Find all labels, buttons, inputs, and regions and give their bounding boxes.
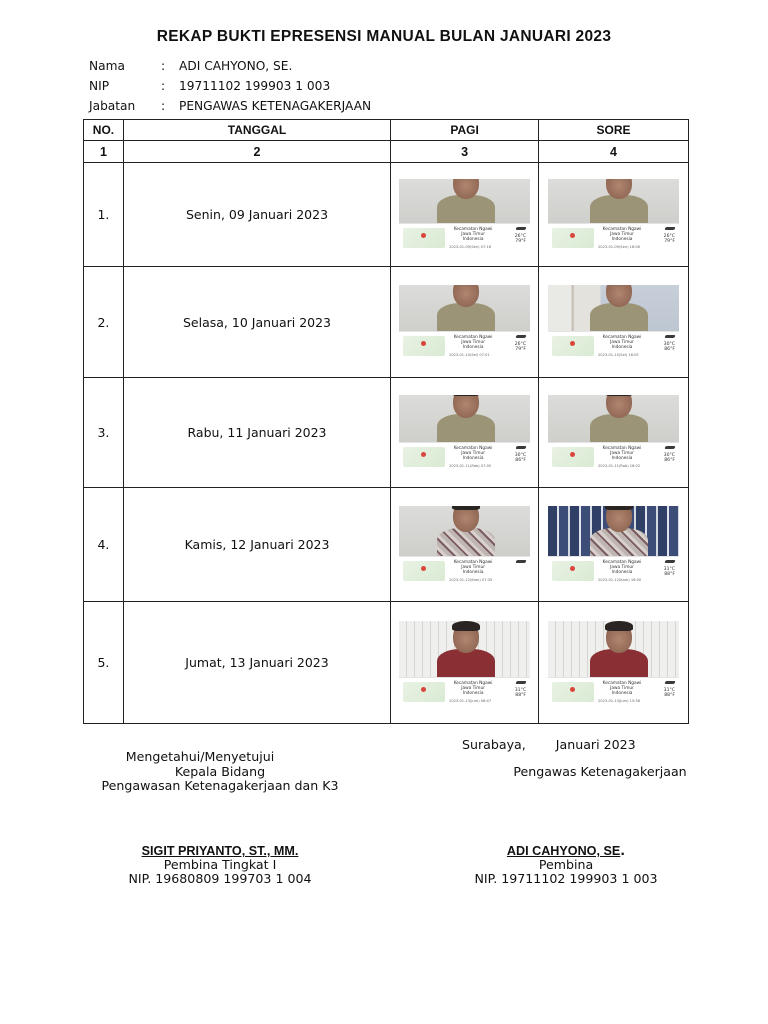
geo-timestamp-stamp [399, 223, 530, 251]
stamp-temp-c: 31°C [663, 687, 676, 693]
stamp-temp-c: 30°C [663, 453, 676, 458]
cell-sore [539, 602, 689, 724]
person-figure [433, 179, 497, 223]
stamp-loc-line: Indonesia [611, 345, 633, 350]
stamp-loc-line: Kecamatan Ngawi [453, 559, 493, 565]
left-signatory-name: SIGIT PRIYANTO, ST., MM. [141, 844, 299, 858]
stamp-temperature [664, 453, 675, 463]
cell-pagi [391, 163, 539, 267]
stamp-time: 2023-01-12(Kam) 16:00 [598, 577, 642, 582]
row-date: Rabu, 11 Januari 2023 [123, 378, 390, 488]
person-figure [433, 285, 497, 331]
attendance-photo-pagi [399, 285, 530, 359]
stamp-loc-line: Kecamatan Ngawi [602, 680, 642, 686]
stamp-temp-f: 79°F [515, 347, 527, 353]
header-sore: SORE [539, 120, 689, 141]
attendance-photo-sore [548, 621, 679, 705]
attendance-photo-pagi [399, 395, 530, 470]
person-figure [586, 179, 650, 223]
person-figure [433, 621, 497, 677]
table-row [84, 602, 689, 724]
stamp-loc-line: Kecamatan Ngawi [602, 226, 642, 232]
table-row [84, 378, 689, 488]
stamp-time: 2023-01-11(Rab) 07:05 [449, 464, 492, 468]
map-icon [403, 336, 445, 356]
stamp-temperature [664, 234, 675, 244]
colnum-3: 3 [391, 141, 539, 163]
stamp-location [598, 227, 646, 242]
row-date: Senin, 09 Januari 2023 [123, 163, 390, 267]
left-signatory-rank: Pembina Tingkat I [163, 857, 277, 872]
left-sign-line1: Mengetahui/Menyetujui [125, 749, 275, 764]
attendance-photo-sore [548, 179, 679, 251]
stamp-location [449, 335, 497, 350]
stamp-temperature [515, 688, 526, 698]
stamp-loc-line: Indonesia [462, 345, 484, 350]
stamp-loc-line: Jawa Timur [461, 451, 485, 456]
stamp-temp-c: 26°C [514, 233, 527, 239]
person-figure [586, 285, 650, 331]
attendance-photo-pagi [399, 179, 530, 251]
stamp-loc-line: Indonesia [611, 569, 633, 575]
stamp-loc-line: Kecamatan Ngawi [453, 680, 493, 686]
right-signatory-name: ADI CAHYONO, SE [506, 844, 621, 858]
stamp-temp-c: 31°C [514, 687, 527, 693]
geo-timestamp-stamp [399, 677, 530, 705]
table-colnum-row [84, 141, 689, 163]
info-value: PENGAWAS KETENAGAKERJAAN [179, 99, 372, 113]
map-icon [403, 447, 445, 467]
right-signatory [406, 844, 726, 886]
geo-timestamp-stamp [399, 331, 530, 359]
colnum-4: 4 [539, 141, 689, 163]
stamp-loc-line: Jawa Timur [461, 231, 485, 237]
cell-pagi [391, 602, 539, 724]
stamp-loc-line: Jawa Timur [461, 685, 485, 691]
stamp-loc-line: Indonesia [462, 456, 484, 461]
info-separator: : [161, 99, 166, 113]
brand-logo-icon [664, 446, 675, 449]
geo-timestamp-stamp [548, 556, 679, 584]
row-number: 4. [84, 488, 124, 602]
geo-timestamp-stamp [548, 677, 679, 705]
attendance-table [83, 119, 689, 724]
geo-timestamp-stamp [548, 331, 679, 359]
brand-logo-icon [516, 681, 527, 684]
colnum-1: 1 [84, 141, 124, 163]
stamp-location [449, 227, 497, 242]
info-label: Nama [89, 59, 125, 73]
stamp-loc-line: Indonesia [611, 456, 633, 461]
stamp-temp-f: 88°F [664, 692, 676, 698]
right-signatory-rank: Pembina [538, 857, 594, 872]
brand-logo-icon [664, 681, 675, 684]
map-icon [552, 336, 594, 356]
stamp-temp-c: 30°C [663, 342, 676, 347]
stamp-time: 2023-01-12(Kam) 07:35 [449, 577, 493, 582]
right-sign-position: Pengawas Ketenagakerjaan [513, 764, 687, 779]
table-row [84, 267, 689, 378]
attendance-photo-sore [548, 506, 679, 584]
cell-pagi [391, 267, 539, 378]
geo-timestamp-stamp [399, 556, 530, 584]
person-figure [586, 506, 650, 556]
stamp-location [449, 681, 497, 696]
brand-logo-icon [664, 560, 675, 563]
info-separator: : [161, 59, 166, 73]
stamp-temp-f: 88°F [515, 692, 527, 698]
stamp-time: 2023-01-13(Jum) 15:58 [598, 698, 641, 703]
geo-timestamp-stamp [548, 442, 679, 470]
cell-pagi [391, 378, 539, 488]
map-icon [552, 228, 594, 248]
stamp-loc-line: Kecamatan Ngawi [453, 335, 493, 340]
table-row [84, 163, 689, 267]
stamp-temp-c: 30°C [514, 453, 527, 458]
stamp-location [598, 446, 646, 461]
place-date [462, 737, 636, 752]
stamp-loc-line: Indonesia [462, 569, 484, 575]
person-figure [433, 395, 497, 442]
stamp-temperature [664, 567, 675, 577]
map-icon [552, 561, 594, 581]
stamp-loc-line: Kecamatan Ngawi [602, 446, 642, 451]
right-signatory-nip: NIP. 19711102 199903 1 003 [474, 871, 658, 886]
info-value: 19711102 199903 1 003 [179, 79, 331, 93]
stamp-time: 2023-01-09(Sen) 07:16 [449, 244, 492, 249]
right-signatory-name-suffix: . [620, 843, 626, 858]
stamp-loc-line: Kecamatan Ngawi [453, 226, 493, 232]
left-sign-line2: Kepala Bidang [174, 763, 266, 779]
stamp-location [598, 681, 646, 696]
stamp-temperature [515, 342, 526, 352]
attendance-photo-sore [548, 395, 679, 470]
document-title: REKAP BUKTI EPRESENSI MANUAL BULAN JANUARI 2023 [156, 28, 612, 45]
brand-logo-icon [664, 227, 675, 230]
stamp-loc-line: Jawa Timur [610, 231, 634, 237]
stamp-time: 2023-01-10(Sel) 16:05 [598, 353, 639, 357]
stamp-temp-f: 86°F [515, 458, 527, 464]
colnum-2: 2 [123, 141, 390, 163]
stamp-time: 2023-01-13(Jum) 06:47 [449, 698, 492, 703]
cell-sore [539, 163, 689, 267]
row-date: Kamis, 12 Januari 2023 [123, 488, 390, 602]
cell-sore [539, 488, 689, 602]
map-icon [403, 682, 445, 702]
person-figure [586, 621, 650, 677]
map-icon [403, 561, 445, 581]
stamp-temp-c: 31°C [663, 566, 676, 572]
stamp-temp-f: 86°F [664, 347, 676, 353]
person-figure [433, 506, 497, 556]
row-date: Selasa, 10 Januari 2023 [123, 267, 390, 378]
table-header-row [84, 120, 689, 141]
brand-logo-icon [516, 560, 527, 563]
map-icon [552, 447, 594, 467]
stamp-loc-line: Jawa Timur [610, 340, 634, 345]
stamp-location [598, 335, 646, 350]
header-pagi: PAGI [391, 120, 539, 141]
stamp-time: 2023-01-11(Rab) 16:02 [598, 464, 641, 468]
stamp-temperature [515, 234, 526, 244]
attendance-photo-pagi [399, 621, 530, 705]
stamp-loc-line: Jawa Timur [610, 564, 634, 570]
cell-sore [539, 378, 689, 488]
stamp-temperature [515, 453, 526, 463]
row-date: Jumat, 13 Januari 2023 [123, 602, 390, 724]
stamp-loc-line: Jawa Timur [461, 340, 485, 345]
info-value: ADI CAHYONO, SE. [179, 59, 293, 73]
row-number: 3. [84, 378, 124, 488]
stamp-temp-f: 79°F [664, 238, 676, 244]
cell-pagi [391, 488, 539, 602]
stamp-location [449, 560, 497, 575]
stamp-time: 2023-01-09(Sen) 16:06 [598, 244, 640, 249]
header-no: NO. [84, 120, 124, 141]
stamp-location [449, 446, 497, 461]
stamp-loc-line: Jawa Timur [610, 451, 634, 456]
stamp-temp-c: 26°C [663, 233, 676, 239]
stamp-location [598, 560, 646, 575]
stamp-loc-line: Indonesia [611, 236, 633, 242]
person-figure [586, 395, 650, 442]
stamp-loc-line: Kecamatan Ngawi [453, 446, 493, 451]
stamp-loc-line: Jawa Timur [610, 685, 634, 691]
left-signatory-nip: NIP. 19680809 199703 1 004 [128, 871, 312, 886]
geo-timestamp-stamp [399, 442, 530, 470]
stamp-loc-line: Kecamatan Ngawi [602, 335, 642, 340]
map-icon [552, 682, 594, 702]
stamp-loc-line: Indonesia [462, 690, 484, 696]
place-month-year: Januari 2023 [555, 737, 636, 752]
stamp-temp-c: 26°C [514, 342, 527, 347]
row-number: 2. [84, 267, 124, 378]
table-row [84, 488, 689, 602]
stamp-loc-line: Indonesia [462, 236, 484, 242]
brand-logo-icon [516, 446, 527, 449]
place-city: Surabaya, [462, 737, 526, 752]
attendance-photo-sore [548, 285, 679, 359]
stamp-time: 2023-01-10(Sel) 07:01 [449, 353, 490, 357]
left-signature-block [60, 750, 380, 794]
stamp-temp-f: 88°F [664, 571, 676, 577]
brand-logo-icon [516, 335, 527, 338]
header-tanggal: TANGGAL [123, 120, 390, 141]
brand-logo-icon [664, 335, 675, 338]
stamp-temp-f: 79°F [515, 238, 527, 244]
right-signatory-name-line [406, 844, 726, 858]
geo-timestamp-stamp [548, 223, 679, 251]
left-sign-line3: Pengawasan Ketenagakerjaan dan K3 [101, 778, 339, 793]
brand-logo-icon [516, 227, 527, 230]
attendance-photo-pagi [399, 506, 530, 584]
stamp-loc-line: Jawa Timur [461, 564, 485, 570]
info-label: Jabatan [89, 99, 136, 113]
left-signatory [60, 844, 380, 886]
map-icon [403, 228, 445, 248]
row-number: 1. [84, 163, 124, 267]
row-number: 5. [84, 602, 124, 724]
cell-sore [539, 267, 689, 378]
stamp-temperature [664, 688, 675, 698]
stamp-loc-line: Kecamatan Ngawi [602, 559, 642, 565]
info-separator: : [161, 79, 166, 93]
info-label: NIP [89, 79, 110, 93]
stamp-temp-f: 86°F [664, 458, 676, 464]
stamp-temperature [664, 342, 675, 352]
stamp-loc-line: Indonesia [611, 690, 633, 696]
